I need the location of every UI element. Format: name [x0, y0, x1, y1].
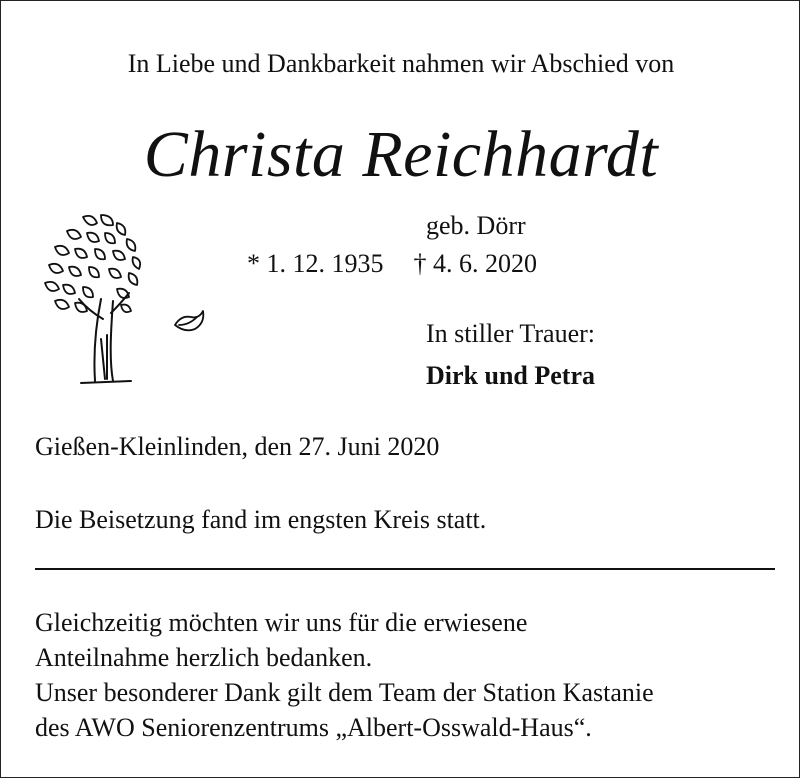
thanks-line: Gleichzeitig möchten wir uns für die erwiesene	[35, 608, 528, 637]
mourners-names: Dirk und Petra	[426, 361, 595, 390]
place-and-date: Gießen-Kleinlinden, den 27. Juni 2020	[35, 432, 440, 461]
thanks-paragraph	[35, 605, 654, 745]
birth-date: * 1. 12. 1935	[247, 249, 384, 278]
death-date: † 4. 6. 2020	[413, 249, 537, 278]
life-dates	[247, 249, 537, 279]
deceased-name: Christa Reichhardt	[143, 118, 659, 191]
intro-text: In Liebe und Dankbarkeit nahmen wir Abschied von	[127, 49, 675, 78]
divider	[35, 568, 775, 570]
mourning-label: In stiller Trauer:	[426, 319, 595, 348]
tree-icon	[31, 209, 171, 389]
thanks-line: des AWO Seniorenzentrums „Albert-Osswald-Haus“.	[35, 713, 592, 742]
falling-leaf-icon	[171, 307, 207, 337]
burial-note: Die Beisetzung fand im engsten Kreis statt.	[35, 505, 487, 534]
thanks-line: Unser besonderer Dank gilt dem Team der Station Kastanie	[35, 678, 654, 707]
birth-name: geb. Dörr	[426, 211, 526, 240]
thanks-line: Anteilnahme herzlich bedanken.	[35, 643, 373, 672]
